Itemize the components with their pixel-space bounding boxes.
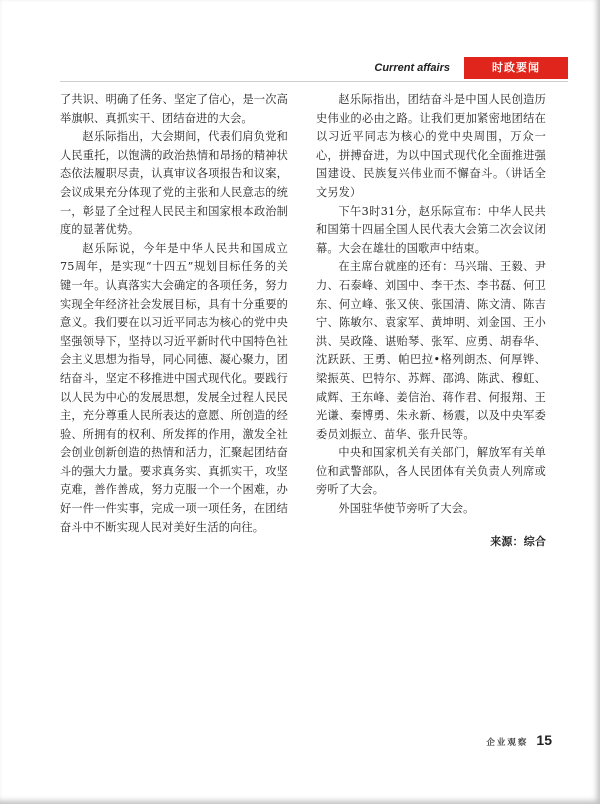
paragraph: 赵乐际指出，团结奋斗是中国人民创造历史伟业的必由之路。让我们更加紧密地团结在以习近平同志为核心的党中央周围，万众一心，拼搏奋进，为以中国式现代化全面推进强国建设、民族复兴伟业而不懈奋斗。（讲话全文另发） [316, 93, 546, 199]
paragraph: 了共识、明确了任务、坚定了信心，是一次高举旗帜、真抓实干、团结奋进的大会。 [60, 93, 288, 125]
page-number: 15 [536, 732, 552, 748]
right-column [316, 91, 546, 551]
magazine-name: 企业观察 [486, 738, 529, 748]
source-credit: 来源：综合 [490, 534, 546, 548]
header-divider [60, 81, 568, 82]
paragraph: 中央和国家机关有关部门，解放军有关单位和武警部队，各人民团体有关负责人列席或旁听了大会。 [316, 446, 546, 497]
paragraph: 赵乐际说，今年是中华人民共和国成立75周年，是实现“十四五”规划目标任务的关键一年。认真落实大会确定的各项任务，努力实现全年经济社会发展目标，具有十分重要的意义。我们要在以习近平同志为核心的党中央坚强领导下，坚持以习近平新时代中国特色社会主义思想为指导，同心同德、凝心聚力，团结奋斗，坚定不移推进中国式现代化。要践行以人民为中心的发展思想，发展全过程人民民主，充分尊重人民所表达的意愿、所创造的经验、所拥有的权利、所发挥的作用，激发全社会创业创新创造的热情和活力，汇聚起团结奋斗的强大力量。要求真务实、真抓实干，攻坚克难，善作善成，努力克服一个一个困难，办好一件一件实事，完成一项一项任务，在团结奋斗中不断实现人民对美好生活的向往。 [60, 241, 288, 534]
left-column [60, 91, 288, 537]
paragraph: 外国驻华使节旁听了大会。 [338, 502, 475, 516]
paragraph: 在主席台就座的还有：马兴瑞、王毅、尹力、石泰峰、刘国中、李干杰、李书磊、何卫东、何立峰、张又侠、张国清、陈文清、陈吉宁、陈敏尔、袁家军、黄坤明、刘金国、王小洪、吴政隆、谌贻琴、张军、应勇、胡春华、沈跃跃、王勇、帕巴拉•格列朗杰、何厚铧、梁振英、巴特尔、苏辉、邵鸿、陈武、穆虹、咸辉、王东峰、姜信治、蒋作君、何报翔、王光谦、秦博勇、朱永新、杨震，以及中央军委委员刘振立、苗华、张升民等。 [316, 260, 546, 441]
section-title-tag: 时政要闻 [464, 57, 568, 79]
paragraph: 下午3时31分，赵乐际宣布：中华人民共和国第十四届全国人民代表大会第二次会议闭幕。大会在雄壮的国歌声中结束。 [316, 204, 546, 255]
section-title-en: Current affairs [374, 62, 450, 74]
page-footer [486, 732, 552, 748]
paragraph: 赵乐际指出，大会期间，代表们肩负党和人民重托，以饱满的政治热情和昂扬的精神状态依法履职尽责，认真审议各项报告和议案，会议成果充分体现了党的主张和人民意志的统一，彰显了全过程人民民主和国家根本政治制度的显著优势。 [60, 130, 288, 237]
section-header [0, 57, 568, 79]
